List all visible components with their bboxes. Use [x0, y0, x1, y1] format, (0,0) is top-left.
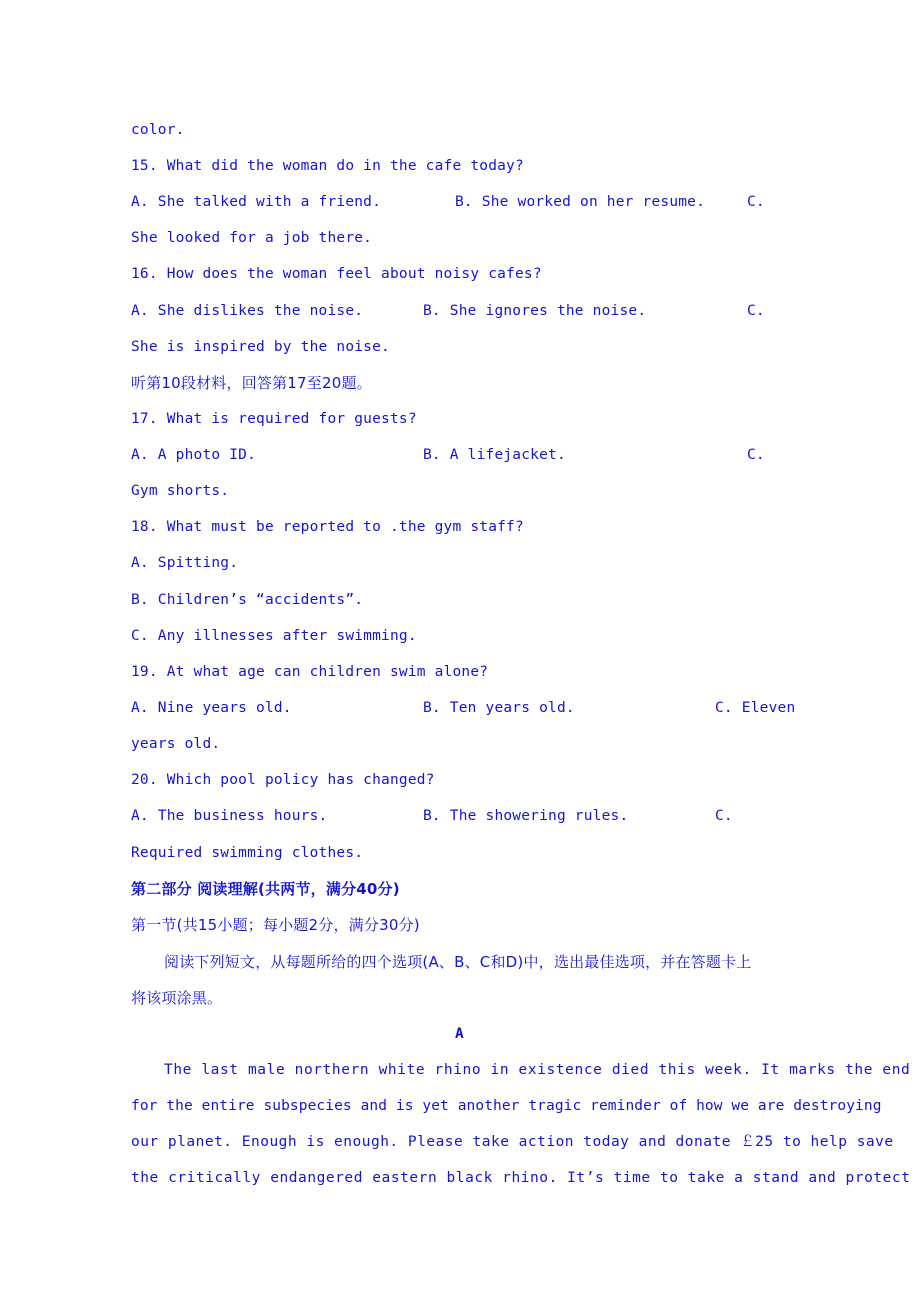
passage-line-3: our planet. Enough is enough. Please take action today and donate ￡25 to help save — [131, 1134, 894, 1150]
q18-option-c: C. Any illnesses after swimming. — [131, 628, 417, 644]
text-line: color. — [131, 122, 185, 138]
passage-line-2: for the entire subspecies and is yet another tragic reminder of how we are destroying — [131, 1098, 882, 1114]
question-16: 16. How does the woman feel about noisy cafes? — [131, 266, 542, 282]
q19-option-b: B. Ten years old. — [423, 700, 575, 716]
q15-option-c: C. — [747, 194, 765, 210]
q20-option-c-text: Required swimming clothes. — [131, 845, 364, 861]
q17-option-c: C. — [747, 447, 765, 463]
q15-option-a: A. She talked with a friend. — [131, 194, 382, 210]
q15-option-b: B. She worked on her resume. — [455, 194, 706, 210]
question-17: 17. What is required for guests? — [131, 411, 417, 427]
q20-option-c: C. — [715, 808, 733, 824]
q16-option-a: A. She dislikes the noise. — [131, 303, 364, 319]
q17-option-c-text: Gym shorts. — [131, 483, 230, 499]
q16-option-b: B. She ignores the noise. — [423, 303, 647, 319]
q16-option-c: C. — [747, 303, 765, 319]
q19-option-a: A. Nine years old. — [131, 700, 292, 716]
passage-title: A — [455, 1026, 464, 1042]
question-20: 20. Which pool policy has changed? — [131, 772, 435, 788]
q19-option-c-text: years old. — [131, 736, 221, 752]
q18-option-b: B. Children’s “accidents”. — [131, 592, 364, 608]
q19-option-c: C. Eleven — [715, 700, 796, 716]
section-instruction: 听第10段材料，回答第17至20题。 — [131, 374, 372, 392]
q20-option-a: A. The business hours. — [131, 808, 328, 824]
question-19: 19. At what age can children swim alone? — [131, 664, 489, 680]
instruction-line-1: 阅读下列短文，从每题所给的四个选项(A、B、C和D)中，选出最佳选项，并在答题卡上 — [164, 953, 752, 971]
instruction-line-2: 将该项涂黑。 — [131, 989, 223, 1007]
section-heading: 第一节(共15小题；每小题2分，满分30分) — [131, 916, 420, 934]
question-15: 15. What did the woman do in the cafe today? — [131, 158, 524, 174]
q18-option-a: A. Spitting. — [131, 555, 239, 571]
q17-option-a: A. A photo ID. — [131, 447, 257, 463]
q15-option-c-text: She looked for a job there. — [131, 230, 373, 246]
passage-line-4: the critically endangered eastern black rhino. It’s time to take a stand and protect — [131, 1170, 911, 1186]
question-18: 18. What must be reported to .the gym staff? — [131, 519, 524, 535]
passage-line-1: The last male northern white rhino in existence died this week. It marks the end — [164, 1062, 911, 1078]
q20-option-b: B. The showering rules. — [423, 808, 629, 824]
q17-option-b: B. A lifejacket. — [423, 447, 566, 463]
part-heading: 第二部分 阅读理解(共两节，满分40分) — [131, 880, 400, 898]
q16-option-c-text: She is inspired by the noise. — [131, 339, 390, 355]
